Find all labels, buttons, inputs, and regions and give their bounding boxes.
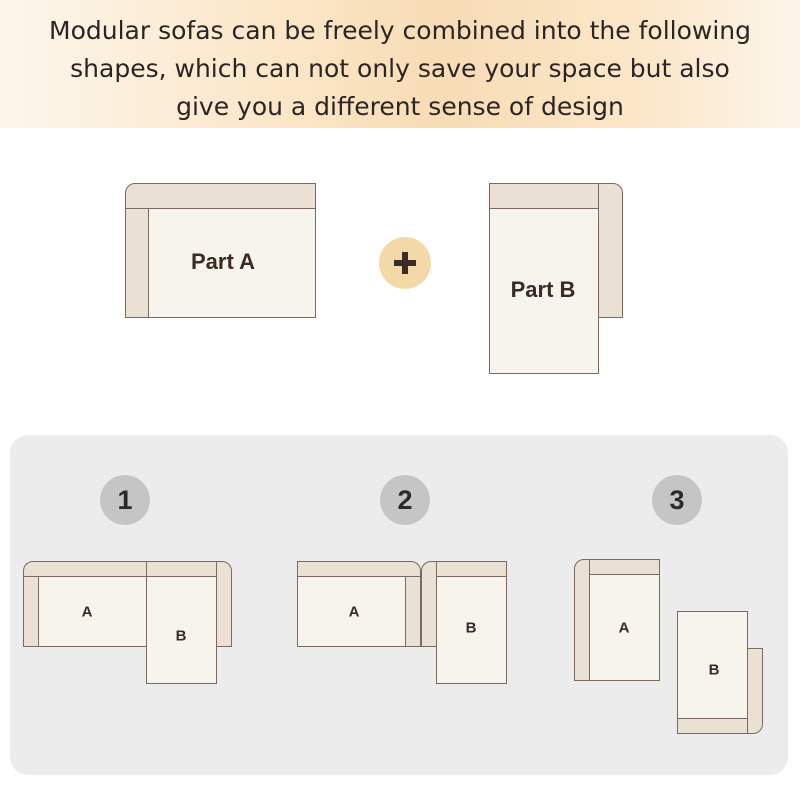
combination-number-3: 3 bbox=[652, 475, 702, 525]
combination-number-1: 1 bbox=[100, 475, 150, 525]
plus-icon bbox=[379, 237, 431, 289]
c1-a-armrest bbox=[23, 576, 39, 647]
part-b-armrest bbox=[598, 183, 623, 318]
c2-b-label: B bbox=[465, 619, 477, 637]
c3-a-label: A bbox=[618, 619, 630, 637]
c1-a-label: A bbox=[81, 603, 93, 621]
part-a-label: Part A bbox=[191, 249, 255, 274]
c3-b-label: B bbox=[708, 661, 720, 679]
part-a-armrest bbox=[125, 208, 149, 318]
part-a-backrest bbox=[125, 183, 316, 209]
c1-b-label: B bbox=[175, 627, 187, 645]
c3-a-backrest bbox=[589, 559, 660, 575]
c2-a-backrest bbox=[297, 561, 421, 577]
combination-number-2: 2 bbox=[380, 475, 430, 525]
c1-a-backrest bbox=[23, 561, 147, 577]
header-text: Modular sofas can be freely combined into the following shapes, which can not only save your space but also give you a different sense of design bbox=[49, 16, 751, 121]
c3-b-backrest bbox=[677, 718, 748, 734]
c2-a-armrest bbox=[405, 576, 421, 647]
c2-a-label: A bbox=[348, 603, 360, 621]
c2-b-armrest bbox=[421, 561, 437, 647]
c3-a-armrest bbox=[574, 559, 590, 681]
c3-b-armrest bbox=[747, 648, 763, 734]
header-banner bbox=[0, 0, 800, 128]
part-b-label: Part B bbox=[510, 277, 576, 302]
c1-b-armrest bbox=[216, 561, 232, 647]
part-b-backrest bbox=[489, 183, 599, 209]
c1-b-backrest bbox=[146, 561, 217, 577]
c2-b-backrest bbox=[436, 561, 507, 577]
